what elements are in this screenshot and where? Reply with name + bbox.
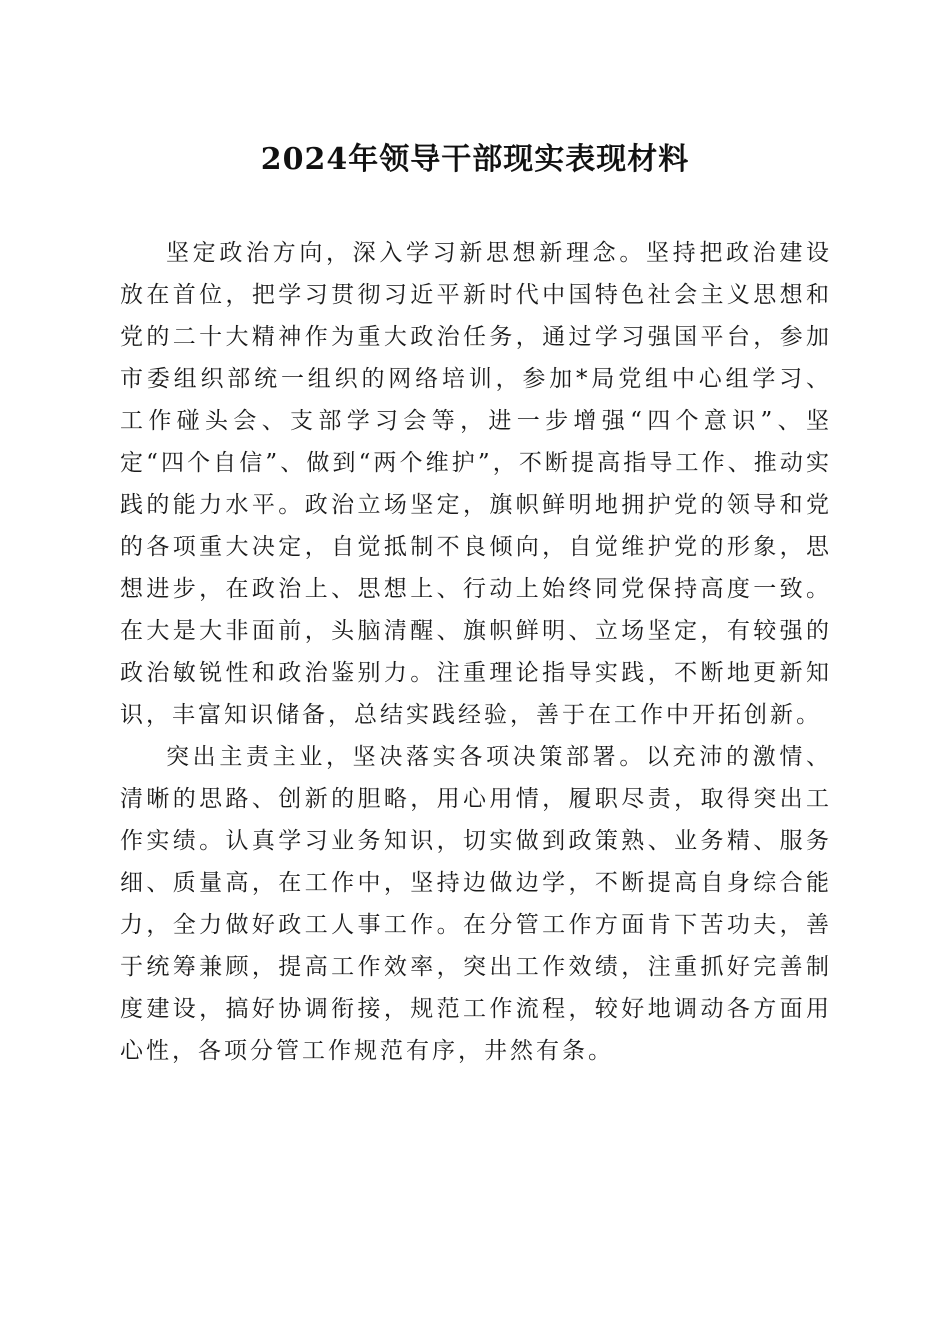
document-body <box>120 232 832 1072</box>
paragraph-political-direction: 坚定政治方向，深入学习新思想新理念。坚持把政治建设放在首位，把学习贯彻习近平新时代中国特色社会主义思想和党的二十大精神作为重大政治任务，通过学习强国平台，参加市委组织部统一组织的网络培训，参加*局党组中心组学习、工作碰头会、支部学习会等，进一步增强“四个意识”、坚定“四个自信”、做到“两个维护”，不断提高指导工作、推动实践的能力水平。政治立场坚定，旗帜鲜明地拥护党的领导和党的各项重大决定，自觉抵制不良倾向，自觉维护党的形象，思想进步，在政治上、思想上、行动上始终同党保持高度一致。在大是大非面前，头脑清醒、旗帜鲜明、立场坚定，有较强的政治敏锐性和政治鉴别力。注重理论指导实践，不断地更新知识，丰富知识储备，总结实践经验，善于在工作中开拓创新。 <box>120 240 832 728</box>
paragraph-main-responsibility: 突出主责主业，坚决落实各项决策部署。以充沛的激情、清晰的思路、创新的胆略，用心用情，履职尽责，取得突出工作实绩。认真学习业务知识，切实做到政策熟、业务精、服务细、质量高，在工作中，坚持边做边学，不断提高自身综合能力，全力做好政工人事工作。在分管工作方面肯下苦功夫，善于统筹兼顾，提高工作效率，突出工作效绩，注重抓好完善制度建设，搞好协调衔接，规范工作流程，较好地调动各方面用心性，各项分管工作规范有序，井然有条。 <box>120 744 832 1064</box>
document-title: 2024年领导干部现实表现材料 <box>260 142 690 177</box>
